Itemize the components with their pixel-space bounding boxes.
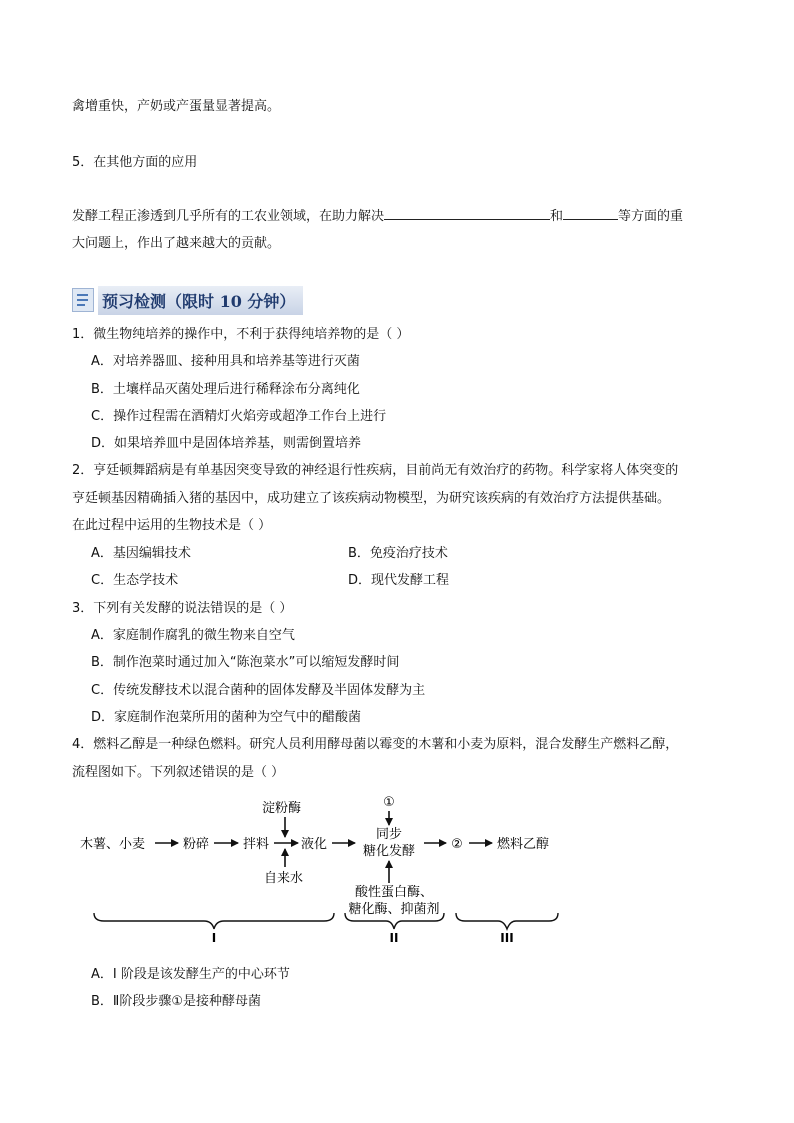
- notepad-icon: [72, 288, 94, 312]
- q3-option-d[interactable]: D．家庭制作泡菜所用的菌种为空气中的醋酸菌: [91, 710, 362, 725]
- fill-blank-1[interactable]: [384, 205, 550, 220]
- step-2-marker: ②: [451, 837, 463, 852]
- intro-line-3: [72, 205, 683, 224]
- q1-option-c[interactable]: C．操作过程需在酒精灯火焰旁或超净工作台上进行: [91, 409, 387, 424]
- stage-3-label: III: [500, 931, 514, 945]
- q4-option-b[interactable]: B．Ⅱ阶段步骤①是接种酵母菌: [91, 994, 261, 1009]
- fill-blank-2[interactable]: [563, 205, 618, 220]
- q3-option-a[interactable]: A．家庭制作腐乳的微生物来自空气: [91, 628, 295, 643]
- flow-start-label: 木薯、小麦: [80, 837, 146, 852]
- process-flow-diagram: [0, 785, 794, 945]
- question-1-stem: 1．微生物纯培养的操作中，不利于获得纯培养物的是（ ）: [72, 327, 410, 342]
- sync-label-1: 同步: [375, 827, 403, 842]
- question-3-stem: 3．下列有关发酵的说法错误的是（ ）: [72, 601, 293, 616]
- stage-1-label: I: [211, 931, 217, 945]
- q2-option-c[interactable]: C．生态学技术: [91, 573, 179, 588]
- question-2-stem-line-1: 2．亨廷顿舞蹈病是有单基因突变导致的神经退行性疾病，目前尚无有效治疗的药物。科学家将人体突变的: [72, 463, 679, 478]
- sync-label-2: 糖化发酵: [362, 844, 416, 859]
- question-4-stem-line-2: 流程图如下。下列叙述错误的是（ ）: [72, 765, 285, 780]
- q4-option-a[interactable]: A．I 阶段是该发酵生产的中心环节: [91, 967, 290, 982]
- intro-line-1: 禽增重快，产奶或产蛋量显著提高。: [72, 99, 281, 114]
- stage-2-label: II: [389, 931, 399, 945]
- question-4-stem-line-1: 4．燃料乙醇是一种绿色燃料。研究人员利用酵母菌以霉变的木薯和小麦为原料，混合发酵生产燃料乙醇，: [72, 737, 679, 752]
- q2-option-b[interactable]: B．免疫治疗技术: [348, 546, 448, 561]
- flow-mix-label: 拌料: [243, 837, 270, 852]
- q2-option-a[interactable]: A．基因编辑技术: [91, 546, 191, 561]
- intro-line-3b: 和: [550, 209, 564, 224]
- flow-liquefy-label: 液化: [301, 837, 328, 852]
- additives-label-1: 酸性蛋白酶、: [354, 885, 434, 900]
- step-1-marker: ①: [383, 795, 395, 810]
- starch-enzyme-label: 淀粉酶: [262, 801, 302, 816]
- question-2-stem-line-3: 在此过程中运用的生物技术是（ ）: [72, 518, 272, 533]
- stage-3-brace: [456, 913, 558, 929]
- tap-water-label: 自来水: [264, 871, 304, 886]
- section-title: 预习检测（限时 10 分钟）: [98, 286, 303, 315]
- q3-option-b[interactable]: B．制作泡菜时通过加入“陈泡菜水”可以缩短发酵时间: [91, 655, 400, 670]
- additives-label-2: 糖化酶、抑菌剂: [348, 902, 440, 917]
- section-header: [72, 287, 303, 313]
- section-5-title: 5．在其他方面的应用: [72, 155, 198, 170]
- flow-crush-label: 粉碎: [183, 837, 210, 852]
- q1-option-b[interactable]: B．土壤样品灭菌处理后进行稀释涂布分离纯化: [91, 382, 360, 397]
- stage-1-brace: [94, 913, 334, 929]
- product-label: 燃料乙醇: [497, 837, 550, 852]
- q3-option-c[interactable]: C．传统发酵技术以混合菌种的固体发酵及半固体发酵为主: [91, 683, 426, 698]
- q1-option-d[interactable]: D．如果培养皿中是固体培养基，则需倒置培养: [91, 436, 362, 451]
- intro-line-3a: 发酵工程正渗透到几乎所有的工农业领域，在助力解决: [72, 209, 385, 224]
- question-2-stem-line-2: 亨廷顿基因精确插入猪的基因中，成功建立了该疾病动物模型，为研究该疾病的有效治疗方法提供基础。: [72, 491, 671, 506]
- q2-option-d[interactable]: D．现代发酵工程: [348, 573, 450, 588]
- intro-line-3c: 等方面的重: [618, 209, 684, 224]
- q1-option-a[interactable]: A．对培养器皿、接种用具和培养基等进行灭菌: [91, 354, 360, 369]
- intro-line-4: 大问题上，作出了越来越大的贡献。: [72, 236, 281, 251]
